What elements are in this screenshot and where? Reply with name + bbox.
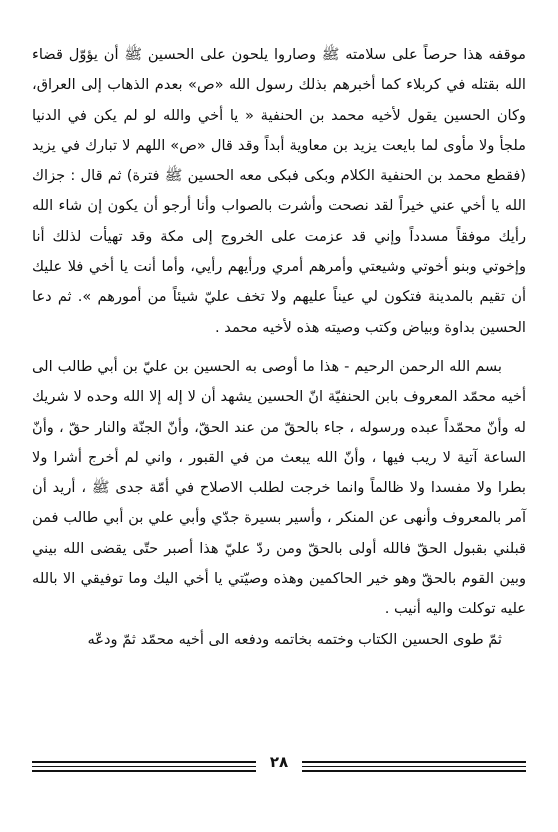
paragraph-3: ثمّ طوى الحسين الكتاب وختمه بخاتمه ودفعه الى أخيه محمّد ثمّ ودعّه bbox=[87, 630, 502, 648]
paragraph-2: بسم الله الرحمن الرحيم - هذا ما أوصى به الحسين بن عليّ بن أبي طالب الى أخيه محمّد المعروف بابن الحنفيّة انّ الحسين يشهد أن لا إله إلا الله وحده لا شريك له وأنّ محمّداً عبده ورسوله ، جاء بالحقّ من عند الحقّ، وأنّ الجنّة والنار حقّ ، وأنّ الساعة آتية لا ريب فيها ، وأنّ الله يبعث من في القبور ، واني لم أخرج أشرا ولا بطرا ولا مفسدا ولا ظالماً وانما خرجت لطلب الاصلاح في أمّة جدى ﷺ ، أريد أن آمر بالمعروف وأنهى عن المنكر ، وأسير بسيرة جدّي وأبي علي بن أبي طالب فمن قبلني بقبول الحقّ فالله أولى بالحقّ ومن ردّ عليّ هذا أصبر حتّى يقضى الله بيني وبين القوم بالحقّ وهو خير الحاكمين وهذه وصيّتي يا أخي اليك وما توفيقي الا بالله عليه توكلت واليه أنيب . bbox=[32, 357, 526, 618]
footer-rule-line bbox=[302, 770, 526, 772]
footer-rule-line bbox=[302, 761, 526, 763]
page-number: ٢٨ bbox=[269, 753, 289, 771]
paragraph-gap bbox=[32, 343, 526, 352]
footer-rule-right bbox=[302, 761, 526, 775]
page-footer bbox=[32, 752, 526, 782]
footer-rule-line bbox=[302, 766, 526, 767]
paragraph-1: موقفه هذا حرصاً على سلامته ﷺ وصاروا يلحون على الحسين ﷺ أن يؤوّل قضاء الله بقتله في كربلاء كما أخبرهم بذلك رسول الله «ص» بعدم الذهاب إلى العراق، وكان الحسين يقول لأخيه محمد بن الحنفية « يا أخي والله لو لم يكن في الدنيا ملجأ ولا مأوى لما بايعت يزيد بن معاوية أبداً وقد قال «ص» اللهم لا تبارك في يزيد (فقطع محمد بن الحنفية الكلام وبكى فبكى معه الحسين ﷺ فترة) ثم قال : جزاك الله يا أخي عني خيراً لقد نصحت وأشرت بالصواب وأنا أرجو أن يكون إن شاء الله رأيك موفقاً مسدداً وإني قد عزمت على الخروج إلى مكة وقد تهيأت لذلك أنا وإخوتي وبنو أخوتي وشيعتي وأمرهم أمري ورأيهم رأيي، وأما أنت يا أخي فلا عليك أن تقيم بالمدينة فتكون لي عيناً عليهم ولا تخف عليّ شيئاً من أمورهم ». ثم دعا الحسين بداوة وبياض وكتب وصيته هذه لأخيه محمد . bbox=[32, 46, 526, 336]
